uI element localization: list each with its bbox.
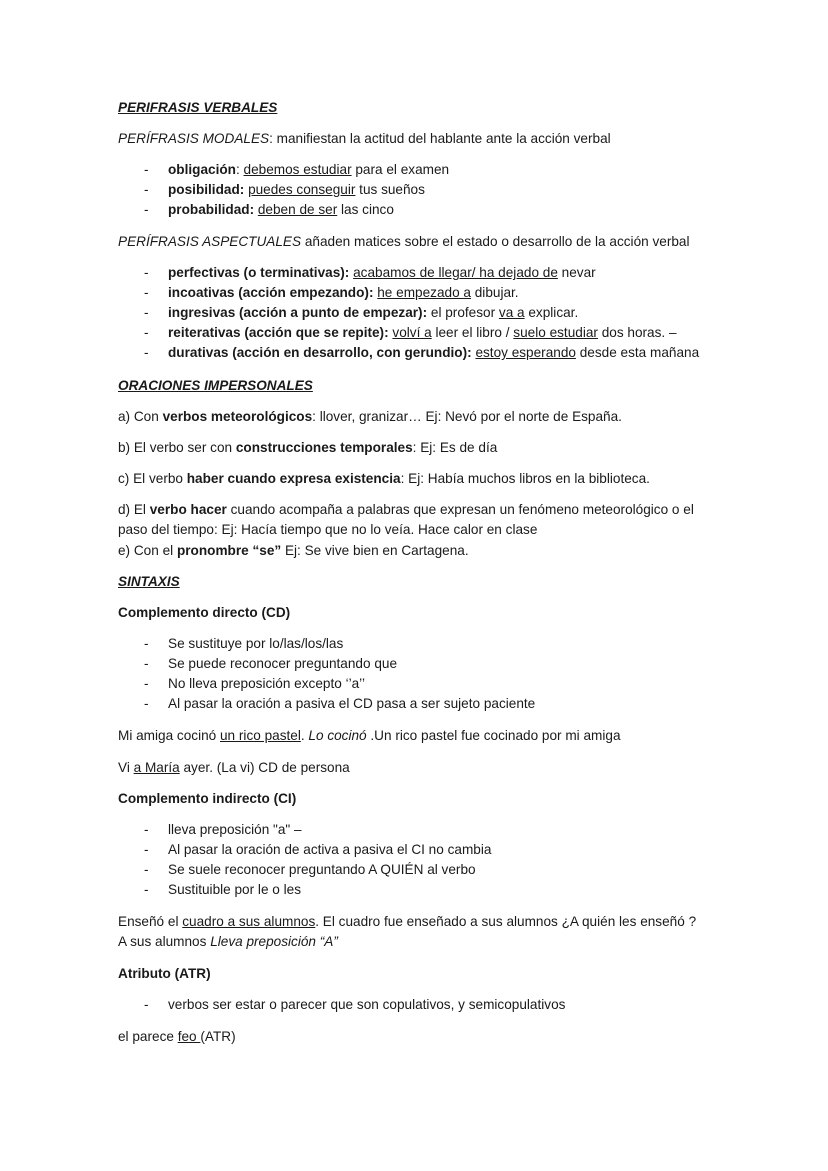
list-item xyxy=(118,634,738,654)
text-pre: Mi amiga cocinó xyxy=(118,728,220,743)
list-item xyxy=(118,200,738,220)
item-text: Se suele reconocer preguntando A QUIÉN al verbo xyxy=(168,862,476,877)
list-item xyxy=(118,840,738,860)
impersonal-d-line2: paso del tiempo: Ej: Hacía tiempo que no lo veía. Hace calor en clase xyxy=(118,522,538,537)
item-term: incoativas (acción empezando): xyxy=(168,285,374,300)
modales-label: PERÍFRASIS MODALES xyxy=(118,131,270,146)
list-item xyxy=(118,674,738,694)
item-rest: nevar xyxy=(557,265,596,280)
dash-bullet: - xyxy=(144,656,149,671)
item-rest: explicar. xyxy=(524,305,579,320)
text-pre: Enseñó el xyxy=(118,914,183,929)
item-term: reiterativas (acción que se repite): xyxy=(168,325,389,340)
dash-bullet: - xyxy=(144,676,149,691)
text-pre: e) Con el xyxy=(118,543,177,558)
item-term: durativas (acción en desarrollo, con gerundio): xyxy=(168,345,472,360)
list-item xyxy=(118,180,738,200)
text-mid: . xyxy=(300,728,309,743)
item-rest: las cinco xyxy=(337,202,394,217)
ci-example-line2 xyxy=(118,932,338,952)
item-term: perfectivas (o terminativas): xyxy=(168,265,350,280)
dash-bullet: - xyxy=(144,325,149,340)
section-title-perifrasis: PERIFRASIS VERBALES xyxy=(118,100,278,115)
item-text: verbos ser estar o parecer que son copulativos, y semicopulativos xyxy=(168,997,566,1012)
cd-example-1 xyxy=(118,726,621,746)
item-example: volví a xyxy=(392,325,432,340)
list-item xyxy=(118,323,738,343)
dash-bullet: - xyxy=(144,862,149,877)
list-item xyxy=(118,303,738,323)
atr-heading: Atributo (ATR) xyxy=(118,966,211,981)
item-text: Se puede reconocer preguntando que xyxy=(168,656,398,671)
modales-intro xyxy=(118,129,611,149)
dash-bullet: - xyxy=(144,182,149,197)
item-pre: el profesor xyxy=(427,305,499,320)
ci-heading: Complemento indirecto (CI) xyxy=(118,791,297,806)
text-underlined: un rico pastel xyxy=(220,728,301,743)
item-rest: tus sueños xyxy=(355,182,425,197)
text-pre: c) El verbo xyxy=(118,471,187,486)
text-pre: Vi xyxy=(118,760,134,775)
section-title-sintaxis: SINTAXIS xyxy=(118,574,180,589)
item-example: estoy esperando xyxy=(475,345,576,360)
item-term: ingresivas (acción a punto de empezar): xyxy=(168,305,428,320)
cd-list xyxy=(118,634,738,714)
text-rest: .Un rico pastel fue cocinado por mi amiga xyxy=(366,728,621,743)
dash-bullet: - xyxy=(144,305,149,320)
text-pre: el parece xyxy=(118,1029,178,1044)
text-bold: haber cuando expresa existencia xyxy=(186,471,401,486)
dash-bullet: - xyxy=(144,842,149,857)
impersonal-b xyxy=(118,438,497,458)
text-pre: A sus alumnos xyxy=(118,934,211,949)
item-text: No lleva preposición excepto ‘’a’’ xyxy=(168,676,365,691)
list-item xyxy=(118,880,738,900)
aspectuales-intro xyxy=(118,232,690,252)
cd-example-2 xyxy=(118,758,350,778)
text-pre: d) El xyxy=(118,502,150,517)
impersonal-e xyxy=(118,541,469,561)
text-rest: (ATR) xyxy=(200,1029,236,1044)
item-rest: desde esta mañana xyxy=(575,345,700,360)
aspectuales-desc: añaden matices sobre el estado o desarrollo de la acción verbal xyxy=(301,234,690,249)
item-term: posibilidad: xyxy=(168,182,245,197)
list-item xyxy=(118,860,738,880)
item-term: obligación xyxy=(168,162,236,177)
dash-bullet: - xyxy=(144,162,149,177)
text-pre: a) Con xyxy=(118,409,163,424)
list-item xyxy=(118,343,738,363)
impersonal-c xyxy=(118,469,650,489)
item-example: debemos estudiar xyxy=(243,162,352,177)
list-item xyxy=(118,694,738,714)
item-text: Se sustituye por lo/las/los/las xyxy=(168,636,344,651)
text-italic: Lleva preposición “A” xyxy=(210,934,338,949)
text-rest: . El cuadro fue enseñado a sus alumnos ¿A quién les enseñó ? xyxy=(315,914,697,929)
item-text: lleva preposición "a" – xyxy=(168,822,302,837)
text-underlined: cuadro a sus alumnos xyxy=(182,914,316,929)
text-italic: Lo cocinó xyxy=(308,728,367,743)
text-bold: construcciones temporales xyxy=(235,440,413,455)
ci-list xyxy=(118,820,738,900)
cd-heading: Complemento directo (CD) xyxy=(118,605,291,620)
item-example: va a xyxy=(498,305,525,320)
text-rest: ayer. (La vi) CD de persona xyxy=(179,760,350,775)
ci-example xyxy=(118,912,696,932)
text-rest: : llover, granizar… Ej: Nevó por el norte de España. xyxy=(312,409,622,424)
atr-example xyxy=(118,1027,236,1047)
item-rest: para el examen xyxy=(351,162,450,177)
text-rest: : Ej: Había muchos libros en la biblioteca. xyxy=(400,471,650,486)
text-underlined: feo xyxy=(177,1029,201,1044)
list-item xyxy=(118,654,738,674)
item-example: puedes conseguir xyxy=(248,182,356,197)
dash-bullet: - xyxy=(144,822,149,837)
item-mid: leer el libro / xyxy=(431,325,514,340)
text-rest: Ej: Se vive bien en Cartagena. xyxy=(281,543,469,558)
modales-desc: : manifiestan la actitud del hablante ante la acción verbal xyxy=(269,131,611,146)
text-underlined: a María xyxy=(133,760,180,775)
list-item xyxy=(118,995,738,1015)
item-example: deben de ser xyxy=(257,202,338,217)
item-rest: dibujar. xyxy=(470,285,519,300)
item-example-2: suelo estudiar xyxy=(513,325,598,340)
modales-list xyxy=(118,160,738,220)
dash-bullet: - xyxy=(144,636,149,651)
dash-bullet: - xyxy=(144,997,149,1012)
item-example: acabamos de llegar/ ha dejado de xyxy=(353,265,558,280)
text-bold: verbo hacer xyxy=(149,502,227,517)
text-pre: b) El verbo ser con xyxy=(118,440,236,455)
text-bold: pronombre “se” xyxy=(176,543,282,558)
dash-bullet: - xyxy=(144,285,149,300)
aspectuales-label: PERÍFRASIS ASPECTUALES xyxy=(118,234,302,249)
aspectuales-list xyxy=(118,263,738,363)
impersonal-a xyxy=(118,407,622,427)
text-bold: verbos meteorológicos xyxy=(162,409,313,424)
section-title-impersonales: ORACIONES IMPERSONALES xyxy=(118,378,313,393)
dash-bullet: - xyxy=(144,202,149,217)
item-rest: dos horas. – xyxy=(597,325,677,340)
list-item xyxy=(118,160,738,180)
item-example: he empezado a xyxy=(377,285,471,300)
list-item xyxy=(118,263,738,283)
dash-bullet: - xyxy=(144,265,149,280)
item-term: probabilidad: xyxy=(168,202,255,217)
item-text: Al pasar la oración a pasiva el CD pasa a ser sujeto paciente xyxy=(168,696,536,711)
text-rest: : Ej: Es de día xyxy=(412,440,498,455)
impersonal-d xyxy=(118,500,694,520)
list-item xyxy=(118,283,738,303)
dash-bullet: - xyxy=(144,882,149,897)
list-item xyxy=(118,820,738,840)
dash-bullet: - xyxy=(144,696,149,711)
text-rest: cuando acompaña a palabras que expresan un fenómeno meteorológico o el xyxy=(226,502,694,517)
item-text: Al pasar la oración de activa a pasiva el CI no cambia xyxy=(168,842,492,857)
item-text: Sustituible por le o les xyxy=(168,882,301,897)
item-sep: : xyxy=(235,162,244,177)
dash-bullet: - xyxy=(144,345,149,360)
atr-list xyxy=(118,995,738,1015)
